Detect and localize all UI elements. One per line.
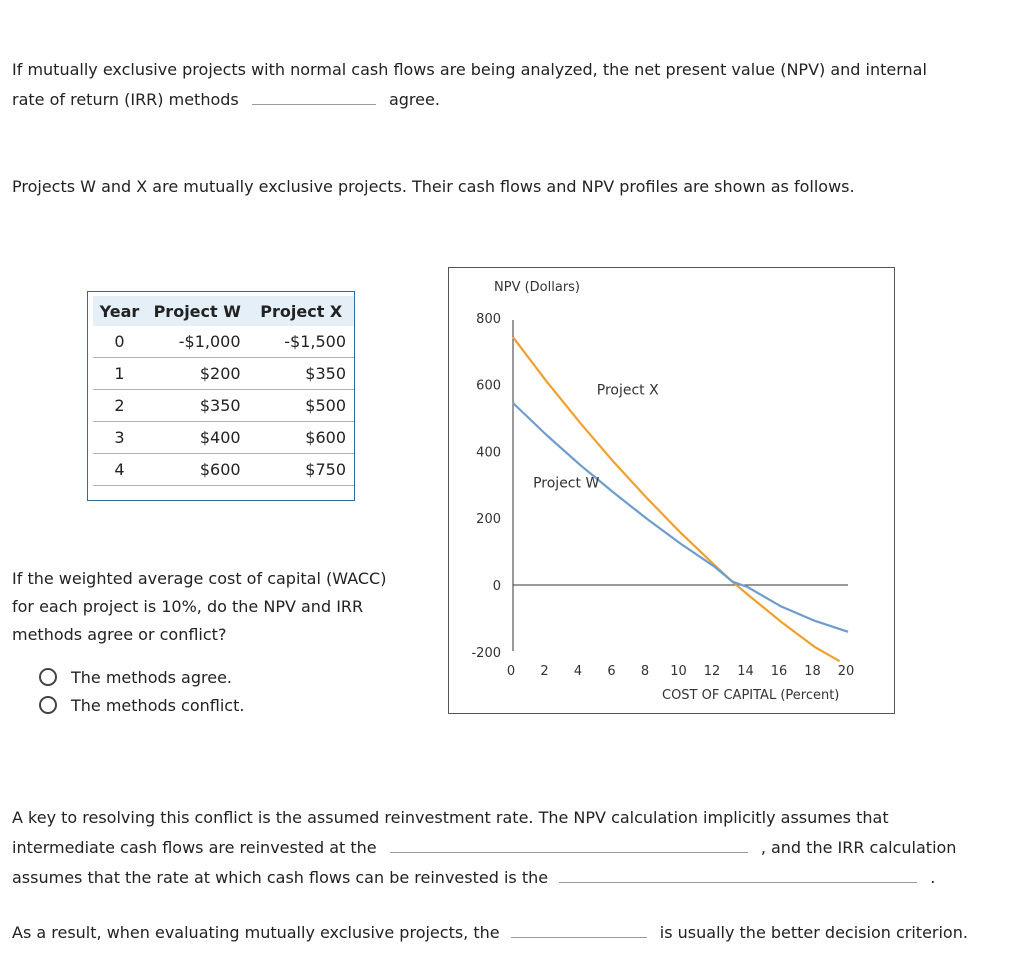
nam-agree-dropdown[interactable] xyxy=(252,84,376,105)
question-4-text-b: is usually the better decision criterion. xyxy=(659,923,968,942)
header-project-w: Project W xyxy=(146,296,249,326)
radio-methods-conflict[interactable] xyxy=(39,694,244,716)
table-row xyxy=(93,454,354,486)
y-tick-label: 800 xyxy=(476,311,501,327)
question-4 xyxy=(12,917,968,947)
cell-project-w: $350 xyxy=(146,390,249,422)
x-tick-label: 0 xyxy=(506,664,516,679)
radio-circle-icon[interactable] xyxy=(39,696,57,714)
question-3-line-3 xyxy=(12,862,956,892)
y-axis-label: NPV (Dollars) xyxy=(494,280,581,295)
cell-year: 0 xyxy=(93,326,146,358)
radio-label-conflict: The methods conflict. xyxy=(71,695,245,715)
x-axis-label: COST OF CAPITAL (Percent) xyxy=(662,688,840,703)
question-1-agree-text: agree. xyxy=(388,90,440,109)
series-annotation-project-w: Project W xyxy=(533,475,600,492)
y-tick-label: -200 xyxy=(471,645,501,661)
table-row xyxy=(93,358,354,390)
y-tick-label: 200 xyxy=(476,512,501,528)
x-tick-label: 10 xyxy=(670,664,687,679)
y-tick-label: 400 xyxy=(476,445,501,461)
question-1-line-2 xyxy=(12,84,927,114)
x-tick-label: 18 xyxy=(804,664,821,679)
question-2 xyxy=(12,565,386,649)
cash-flow-table xyxy=(87,291,355,501)
question-3 xyxy=(12,804,956,892)
question-3-line-2 xyxy=(12,832,956,862)
cell-project-w: -$1,000 xyxy=(146,326,249,358)
y-tick-label: 0 xyxy=(492,579,501,594)
x-tick-label: 12 xyxy=(703,664,721,679)
series-annotation-project-x: Project X xyxy=(596,382,659,399)
table-header-row xyxy=(93,296,354,326)
question-1-text: rate of return (IRR) methods xyxy=(12,90,239,109)
radio-circle-icon[interactable] xyxy=(39,668,57,686)
cell-project-x: $350 xyxy=(249,358,354,390)
npv-profile-chart xyxy=(448,267,895,714)
question-3-text-a: intermediate cash flows are reinvested at the xyxy=(12,838,377,857)
series-line-project-w xyxy=(513,403,848,632)
question-3-text-b: , and the IRR calculation xyxy=(760,838,957,857)
table-row xyxy=(93,422,354,454)
question-2-line-1: If the weighted average cost of capital (WACC) xyxy=(12,569,387,588)
table-row xyxy=(93,326,354,358)
x-tick-label: 20 xyxy=(837,664,855,679)
header-year: Year xyxy=(93,296,146,326)
cell-year: 3 xyxy=(93,422,146,454)
question-2-line-2: for each project is 10%, do the NPV and IRR xyxy=(12,597,364,616)
cell-project-x: $500 xyxy=(249,390,354,422)
cell-project-w: $400 xyxy=(146,422,249,454)
x-tick-label: 4 xyxy=(573,664,583,679)
radio-label-agree: The methods agree. xyxy=(71,667,233,687)
irr-reinvestment-rate-dropdown[interactable] xyxy=(559,862,917,883)
header-project-x: Project X xyxy=(249,296,354,326)
y-tick-label: 600 xyxy=(476,378,501,394)
question-4-text-a: As a result, when evaluating mutually exclusive projects, the xyxy=(12,923,500,942)
x-tick-label: 2 xyxy=(540,664,549,679)
better-criterion-dropdown[interactable] xyxy=(511,917,647,938)
cell-project-x: $750 xyxy=(249,454,354,486)
cell-project-w: $200 xyxy=(146,358,249,390)
intro-text: Projects W and X are mutually exclusive projects. Their cash flows and NPV profiles are shown as follows. xyxy=(12,177,855,196)
series-line-project-x xyxy=(513,337,840,661)
question-1 xyxy=(12,56,927,114)
x-tick-label: 14 xyxy=(737,664,754,679)
cell-year: 1 xyxy=(93,358,146,390)
npv-reinvestment-rate-dropdown[interactable] xyxy=(390,832,748,853)
cell-project-w: $600 xyxy=(146,454,249,486)
cell-year: 4 xyxy=(93,454,146,486)
cell-project-x: $600 xyxy=(249,422,354,454)
table-row xyxy=(93,390,354,422)
method-radio-group xyxy=(39,666,244,716)
question-1-line-1: If mutually exclusive projects with normal cash flows are being analyzed, the net present value (NPV) and internal xyxy=(12,60,927,79)
question-3-text-c: assumes that the rate at which cash flows can be reinvested is the xyxy=(12,868,549,887)
question-2-line-3: methods agree or conflict? xyxy=(12,625,227,644)
question-3-line-1: A key to resolving this conflict is the assumed reinvestment rate. The NPV calculation implicitly assumes that xyxy=(12,808,889,827)
question-3-text-d: . xyxy=(930,868,936,887)
x-tick-label: 16 xyxy=(770,664,788,679)
x-tick-label: 6 xyxy=(607,664,616,679)
radio-methods-agree[interactable] xyxy=(39,666,244,688)
x-tick-label: 8 xyxy=(640,664,650,679)
cell-year: 2 xyxy=(93,390,146,422)
cell-project-x: -$1,500 xyxy=(249,326,354,358)
